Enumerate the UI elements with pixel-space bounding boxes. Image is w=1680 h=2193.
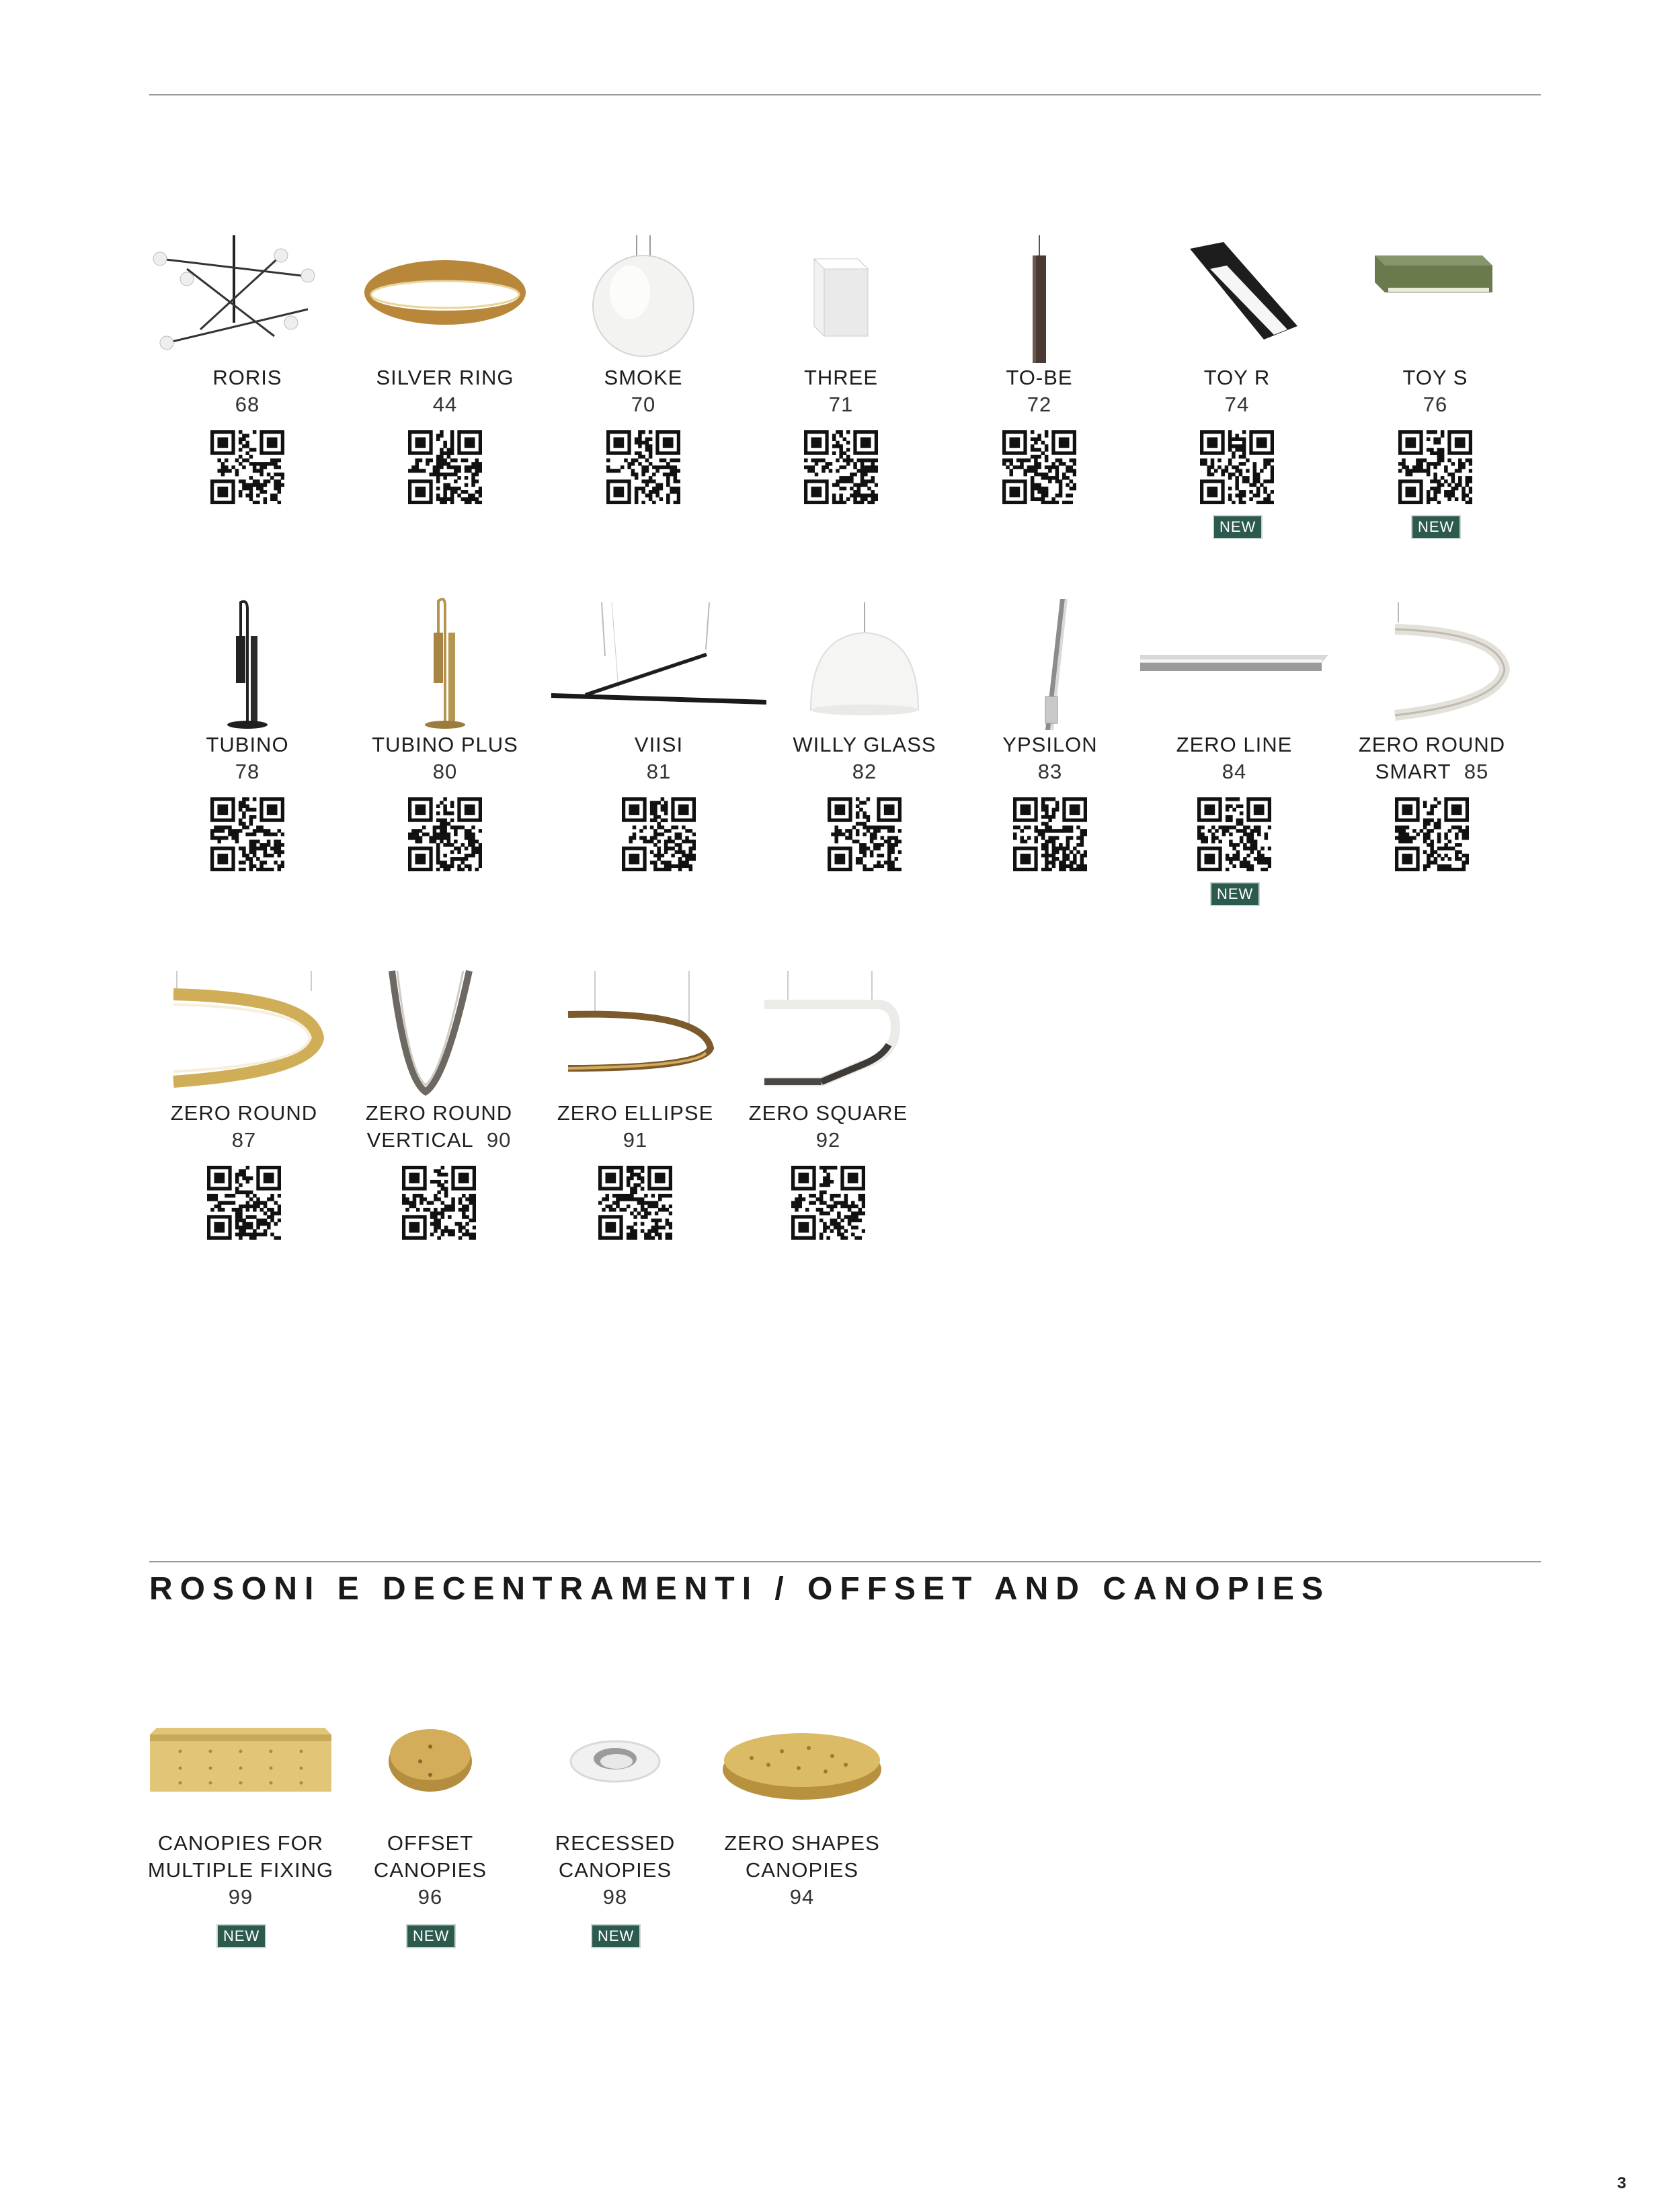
product-page: 82 (852, 760, 877, 783)
qr-code-icon[interactable] (804, 430, 878, 504)
qr-code-icon[interactable] (408, 430, 482, 504)
product-name: SMOKE (604, 366, 683, 389)
product-name (338, 1100, 540, 1127)
product-name: THREE (803, 366, 879, 389)
product-name: TO-BE (1006, 366, 1073, 389)
canopy-name-line2: CANOPIES (745, 1858, 859, 1882)
product-page: 74 (1224, 393, 1250, 416)
product-name-line1: ZERO ROUND (365, 1101, 513, 1125)
product-page: 85 (1464, 760, 1489, 783)
canopy-name-line1: OFFSET (387, 1831, 474, 1855)
canopy-page: 94 (789, 1885, 815, 1909)
canopy-page: 99 (228, 1885, 253, 1909)
large-round-brass-canopy-icon (701, 1694, 903, 1829)
qr-code-icon[interactable] (408, 797, 482, 871)
product-name-line2: SMART (1375, 760, 1451, 783)
product-name: TOY R (1203, 366, 1271, 389)
product-page: 76 (1423, 393, 1448, 416)
page-number: 3 (1617, 2174, 1626, 2192)
canopy-name-line1: RECESSED (555, 1831, 676, 1855)
qr-code-icon[interactable] (1013, 797, 1087, 871)
gold-ring-lamp-icon (143, 964, 345, 1099)
canopy-page: 96 (417, 1885, 443, 1909)
qr-code-icon[interactable] (207, 1166, 281, 1240)
product-name: WILLY GLASS (793, 733, 936, 756)
square-ring-lamp-icon (727, 964, 929, 1099)
product-page: 78 (235, 760, 260, 783)
round-brass-canopy-icon (329, 1694, 531, 1829)
gold-ring-lamp-icon (344, 229, 546, 363)
product-name: ZERO ELLIPSE (557, 1101, 714, 1125)
new-badge: NEW (1213, 515, 1263, 539)
product-page: 92 (815, 1128, 841, 1152)
qr-code-icon[interactable] (606, 430, 680, 504)
qr-code-icon[interactable] (1002, 430, 1076, 504)
product-name: TOY S (1402, 366, 1468, 389)
product-page: 81 (646, 760, 672, 783)
product-page: 72 (1027, 393, 1052, 416)
new-badge: NEW (216, 1924, 266, 1948)
product-name-line2: VERTICAL (366, 1128, 474, 1152)
recessed-white-canopy-icon (514, 1694, 716, 1829)
canopy-page: 98 (602, 1885, 628, 1909)
white-globe-pendant-icon (543, 229, 744, 363)
qr-code-icon[interactable] (1200, 430, 1274, 504)
new-badge: NEW (1411, 515, 1461, 539)
qr-code-icon[interactable] (402, 1166, 476, 1240)
product-page: 70 (631, 393, 656, 416)
product-name: SILVER RING (376, 366, 514, 389)
qr-code-icon[interactable] (1197, 797, 1271, 871)
top-rule (149, 94, 1541, 95)
linear-suspension-icon (538, 596, 780, 730)
qr-code-icon[interactable] (791, 1166, 865, 1240)
black-table-lamp-icon (147, 596, 348, 730)
qr-code-icon[interactable] (1398, 430, 1472, 504)
product-name-line2-row (1331, 758, 1533, 785)
qr-code-icon[interactable] (828, 797, 902, 871)
qr-code-icon[interactable] (210, 797, 284, 871)
new-badge: NEW (406, 1924, 456, 1948)
rectangular-brass-canopy-icon (140, 1694, 342, 1829)
qr-code-icon[interactable] (598, 1166, 672, 1240)
roris-chandelier-icon (147, 229, 348, 363)
product-page: 90 (486, 1128, 512, 1152)
canopy-name-line1: ZERO SHAPES (724, 1831, 880, 1855)
section-title: ROSONI E DECENTRAMENTI / OFFSET AND CANOPIES (149, 1571, 1330, 1607)
section-rule (149, 1561, 1541, 1562)
vertical-ring-lamp-icon (338, 964, 540, 1099)
product-name: TUBINO PLUS (372, 733, 518, 756)
white-ring-lamp-icon (1331, 596, 1533, 730)
canopy-name-line1: CANOPIES FOR (157, 1831, 324, 1855)
qr-code-icon[interactable] (622, 797, 696, 871)
chrome-bar-lamp-icon (1133, 596, 1335, 730)
product-page: 83 (1037, 760, 1063, 783)
product-page: 80 (432, 760, 458, 783)
product-name: YPSILON (1002, 733, 1098, 756)
canopy-name-line2: CANOPIES (558, 1858, 672, 1882)
product-name: ZERO LINE (1176, 733, 1293, 756)
product-name: TUBINO (206, 733, 289, 756)
product-name: RORIS (212, 366, 282, 389)
product-page: 68 (235, 393, 260, 416)
product-page: 87 (231, 1128, 257, 1152)
canopy-name-line2: CANOPIES (373, 1858, 487, 1882)
new-badge: NEW (591, 1924, 641, 1948)
product-page: 91 (623, 1128, 648, 1152)
product-name-line2-row (338, 1127, 540, 1154)
tube-pendant-icon (938, 229, 1140, 363)
product-page: 84 (1222, 760, 1247, 783)
product-name-line1: ZERO ROUND (1358, 733, 1506, 756)
black-linear-lamp-icon (1136, 229, 1338, 363)
product-name: VIISI (634, 733, 684, 756)
green-linear-lamp-icon (1334, 229, 1536, 363)
vertical-wall-lamp-icon (949, 596, 1151, 730)
brass-table-lamp-icon (344, 596, 546, 730)
white-dome-pendant-icon (764, 596, 965, 730)
qr-code-icon[interactable] (210, 430, 284, 504)
product-page: 71 (828, 393, 854, 416)
product-page: 44 (432, 393, 458, 416)
product-name (1331, 731, 1533, 758)
new-badge: NEW (1210, 882, 1260, 906)
qr-code-icon[interactable] (1395, 797, 1469, 871)
bronze-ellipse-lamp-icon (534, 964, 736, 1099)
white-cube-lamp-icon (740, 229, 942, 363)
canopy-name-line2: MULTIPLE FIXING (147, 1858, 334, 1882)
product-name: ZERO SQUARE (748, 1101, 908, 1125)
product-name: ZERO ROUND (170, 1101, 318, 1125)
